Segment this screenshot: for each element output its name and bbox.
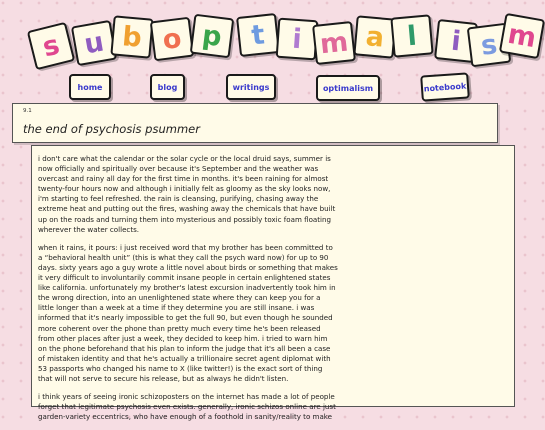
- post-body: [38, 154, 338, 430]
- title-letter-tile: b: [110, 15, 153, 58]
- post-header: [12, 103, 498, 143]
- title-letter-tile: i: [276, 18, 319, 61]
- nav-optimalism-button[interactable]: optimalism: [316, 75, 380, 101]
- title-letter-tile: i: [434, 19, 478, 63]
- title-letter-tile: s: [467, 23, 512, 68]
- title-letter-tile: l: [390, 14, 433, 57]
- post-title: the end of psychosis psummer: [23, 122, 200, 136]
- post-paragraph: i think years of seeing ironic schizoposters on the internet has made a lot of people forget that legitimate psychosis even exists. generally, ironic schizos online are just garden-variety eccentrics, who have enough of a foothold in sanity/reality to make: [38, 392, 336, 422]
- title-letter-tile: a: [353, 15, 396, 58]
- nav-blog-button[interactable]: blog: [150, 74, 185, 100]
- nav-writings-button[interactable]: writings: [226, 74, 276, 100]
- title-letter-tile: t: [236, 13, 280, 57]
- post-paragraph: when it rains, it pours: i just received word that my brother has been committed to a “behavioral health unit” (this is what they call the psych ward now) for up to 90 days. sixty years ago a guy wrote a little novel about birds or something that makes it very difficult to involuntarily commit insane people in certain enlightened states like california. unfortunately my brother's latest excursion inadvertently took him in the wrong direction, into an unenlightened state where they can keep you for a little longer than a week at a time if they determine you are still insane. i was informed that it's nearly impossible to get the full 90, but even though he sounded more coherent over the phone than pretty much every time he's been released from other places after just a week, they decided to keep him. i tried to warn him on the phone beforehand that his plan to inform the judge that it's all been a case of mistaken identity and that he's actually a trillionaire secret agent diplomat with 53 passports who changed his name to X (like twitter!) is the exact sort of thing that will not serve to secure his release, but as always he didn't listen.: [38, 242, 338, 383]
- nav-home-button[interactable]: home: [69, 74, 111, 100]
- site-banner: [0, 0, 540, 70]
- nav-notebook-button[interactable]: notebook: [420, 72, 470, 101]
- post-paragraph: i don't care what the calendar or the solar cycle or the local druid says, summer is now officially and spiritually over because it's September and the weather was overcast and rainy all day for the first time in months. it's been raining for almost twenty-four hours now and although i initially felt as gloomy as the sky looks now, i'm starting to feel refreshed. the rain is cleansing, purifying, chasing away the extreme heat and putting out the fires, washing away the chemicals that have built up on the roads and turning them into mysterious and possibly toxic foam floating wherever the water collects.: [38, 154, 336, 234]
- title-letter-tile: s: [27, 22, 75, 70]
- post-content: [31, 145, 515, 422]
- post-number: 9.1: [23, 108, 32, 114]
- title-letter-tile: u: [71, 20, 117, 66]
- title-letter-tile: p: [190, 14, 235, 59]
- title-letter-tile: m: [499, 13, 545, 59]
- title-letter-tile: m: [312, 21, 356, 65]
- title-letter-tile: o: [150, 17, 195, 62]
